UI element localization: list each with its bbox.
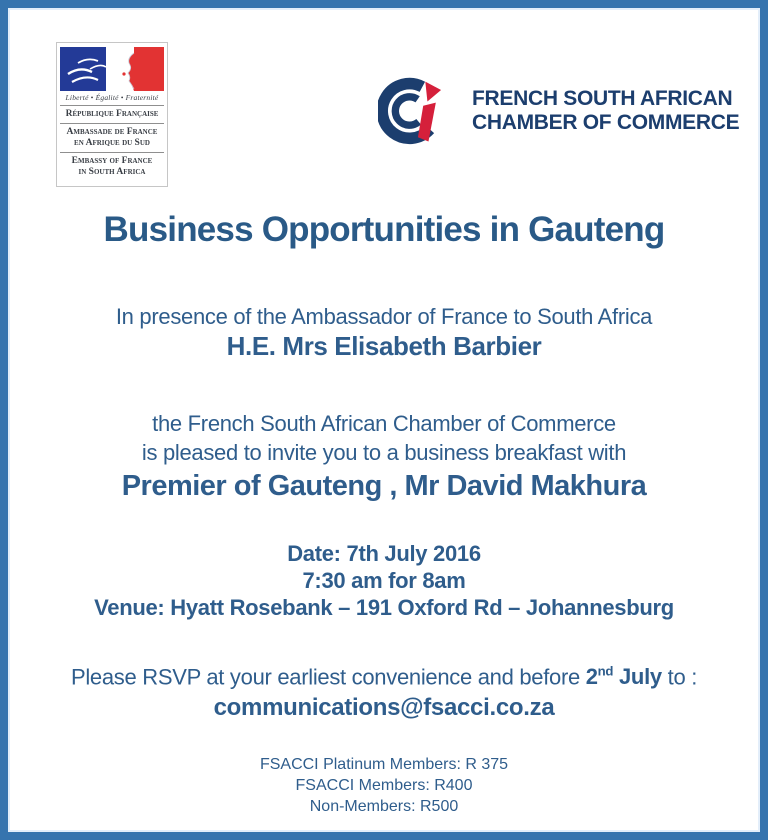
rsvp-suffix: to :	[661, 664, 698, 690]
price-list	[0, 754, 768, 817]
event-title: Business Opportunities in Gauteng	[103, 210, 665, 249]
rsvp-deadline: 2nd July	[585, 664, 662, 690]
embassy-english-line2: in South Africa	[78, 167, 146, 177]
fsacci-wordmark	[472, 87, 739, 135]
embassy-ambassade-line2: en Afrique du Sud	[74, 138, 150, 148]
presence-line: In presence of the Ambassador of France to South Africa	[115, 304, 653, 329]
price-members: FSACCI Members: R400	[295, 777, 473, 794]
rsvp-prefix: Please RSVP at your earliest convenience and before	[70, 664, 586, 690]
embassy-motto: Liberté • Égalité • Fraternité	[60, 91, 164, 106]
rsvp-email: communications@fsacci.co.za	[213, 694, 555, 721]
embassy-republique: République Française	[60, 106, 164, 124]
embassy-english	[60, 153, 164, 181]
marianne-flag-icon	[60, 47, 164, 91]
ambassador-name: H.E. Mrs Elisabeth Barbier	[226, 331, 542, 361]
fsacci-wordmark-line1: FRENCH SOUTH AFRICAN	[472, 87, 733, 110]
price-platinum-members: FSACCI Platinum Members: R 375	[259, 756, 509, 773]
embassy-ambassade-line1: Ambassade de France	[66, 127, 158, 137]
event-time: 7:30 am for 8am	[302, 568, 466, 593]
invite-line-1: the French South African Chamber of Commerce	[152, 411, 616, 436]
embassy-ambassade	[60, 124, 164, 153]
embassy-of-france-logo	[56, 42, 168, 187]
price-non-members: Non-Members: R500	[309, 798, 459, 815]
rsvp-line	[0, 664, 768, 690]
embassy-english-line1: Embassy of France	[71, 156, 153, 166]
invite-line-2: is pleased to invite you to a business breakfast with	[141, 440, 627, 465]
cci-icon	[378, 70, 460, 152]
event-date: Date: 7th July 2016	[287, 541, 481, 566]
fsacci-logo	[378, 70, 739, 152]
fsacci-wordmark-line2: CHAMBER OF COMMERCE	[472, 111, 740, 134]
event-venue: Venue: Hyatt Rosebank – 191 Oxford Rd – Johannesburg	[94, 595, 674, 620]
guest-of-honour: Premier of Gauteng , Mr David Makhura	[121, 470, 647, 502]
